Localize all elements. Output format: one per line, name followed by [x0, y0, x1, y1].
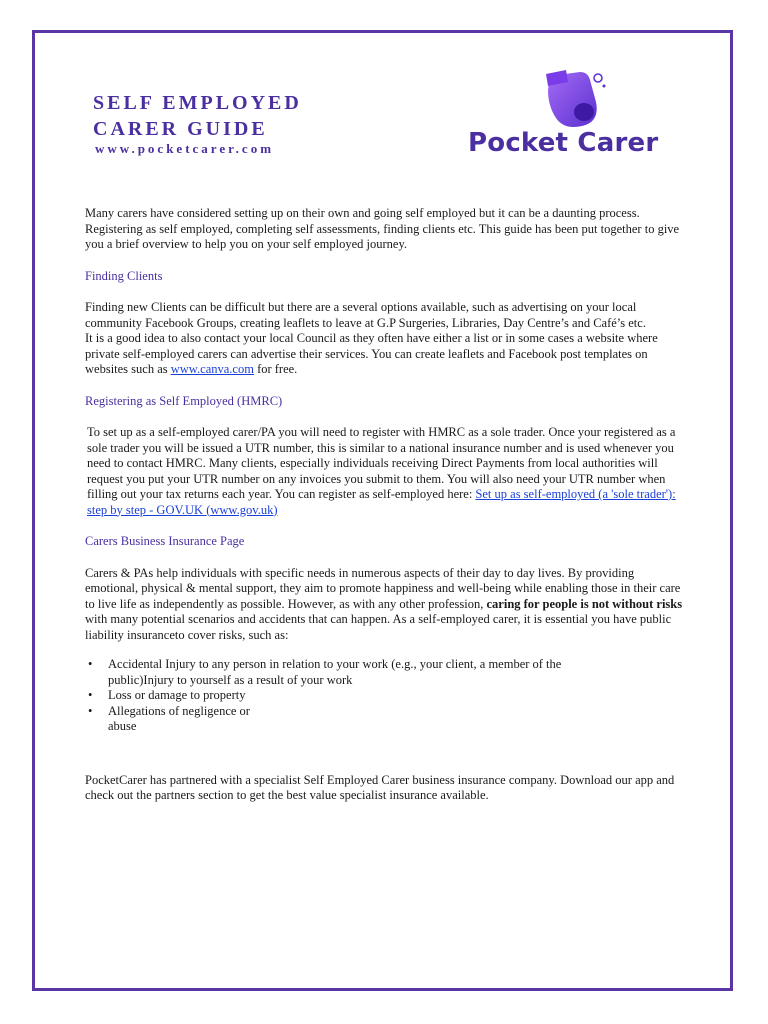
website-url: www.pocketcarer.com — [95, 141, 275, 156]
pocket-carer-logo-icon — [536, 66, 616, 130]
risk-list — [85, 657, 685, 735]
brand-name: Pocket Carer — [468, 128, 659, 158]
closing-paragraph: PocketCarer has partnered with a specialist Self Employed Carer business insurance company. Download our app and check out the partners section to get the best value specialist insurance available. — [85, 772, 675, 802]
list-item: • Loss or damage to property — [85, 688, 685, 704]
list-item: • Allegations of negligence or abuse — [85, 704, 268, 735]
insurance-heading: Carers Business Insurance Page — [85, 534, 245, 548]
finding-clients-paragraph: Finding new Clients can be difficult but there are a several options available, such as advertising on your local community Facebook Groups, creating leaflets to leave at G.P Surgeries, Libraries, Day Centre’s and Café’s etc. — [85, 300, 646, 330]
registering-heading: Registering as Self Employed (HMRC) — [85, 393, 283, 408]
council-paragraph: It is a good idea to also contact your local Council as they often have either a list or in some cases a website where private self-employed carers can advertise their services. You can create leaflets and Facebook post templates on websites such as www.canva.com for free. — [85, 331, 658, 376]
document-title — [93, 90, 302, 142]
title-line-2: CARER GUIDE — [93, 118, 268, 140]
finding-clients-heading: Finding Clients — [85, 268, 163, 283]
gov-uk-link[interactable]: Set up as self-employed (a 'sole trader'): step by step - GOV.UK (www.gov.uk) — [87, 487, 676, 517]
title-line-1: SELF EMPLOYED — [93, 92, 302, 114]
list-item: • Accidental Injury to any person in relation to your work (e.g., your client, a member of the public)Injury to yourself as a result of your work — [85, 657, 628, 688]
intro-paragraph: Many carers have considered setting up on their own and going self employed but it can be a daunting process. Registering as self employed, completing self assessments, finding clients etc. This guide has been put together to give you a brief overview to help you on your self employed journey. — [85, 206, 680, 251]
risk-emphasis: caring for people is not without risks — [486, 596, 683, 611]
canva-link[interactable]: www.canva.com — [170, 362, 254, 376]
insurance-paragraph: Carers & PAs help individuals with specific needs in numerous aspects of their day to day lives. By providing emotional, physical & mental support, they aim to promote happiness and well-being while enabling those in their care to live life as independently as possible. However, as with any other profession, caring for people is not without risks with many potential scenarios and accidents that can happen. As a self-employed carer, it is essential you have public liability insuranceto cover risks, such as: — [85, 565, 683, 642]
registering-paragraph: To set up as a self-employed carer/PA you will need to register with HMRC as a sole trader. Once your registered as a sole trader you will be issued a UTR number, this is similar to a national insurance number and is used whenever you need to contact HMRC. Many clients, especially individuals receiving Direct Payments from local authorities will request you put your UTR number on any invoices you submit to them. You will also need your UTR number when filling out your tax returns each year. You can register as self-employed here: Set up as self-employed (a 'sole trader'): step by step - GOV.UK (www.gov.uk) — [87, 425, 676, 517]
document-body — [85, 206, 685, 804]
